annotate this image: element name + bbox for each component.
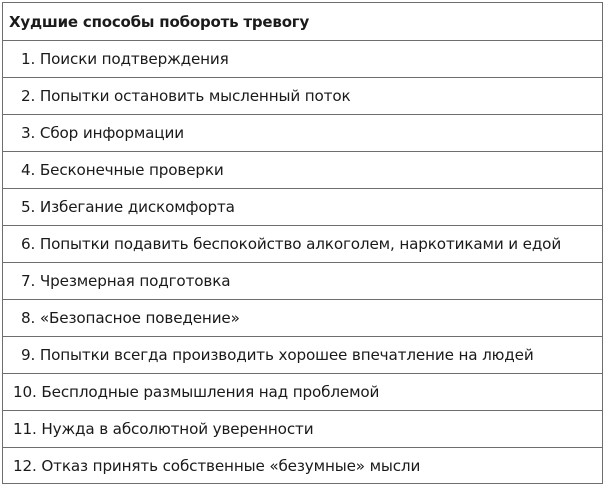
table-row: 4. Бесконечные проверки [3, 151, 602, 188]
table-row: 11. Нужда в абсолютной уверенности [3, 410, 602, 447]
table-row: 6. Попытки подавить беспокойство алкоголем, наркотиками и едой [3, 225, 602, 262]
table-row: 1. Поиски подтверждения [3, 40, 602, 77]
table-row: 2. Попытки остановить мысленный поток [3, 77, 602, 114]
table-row: 10. Бесплодные размышления над проблемой [3, 373, 602, 410]
table-row: 7. Чрезмерная подготовка [3, 262, 602, 299]
table-title: Худшие способы побороть тревогу [3, 2, 602, 40]
table-row: 3. Сбор информации [3, 114, 602, 151]
table-row: 12. Отказ принять собственные «безумные» мысли [3, 447, 602, 484]
anxiety-methods-table [2, 2, 603, 484]
table-row: 9. Попытки всегда производить хорошее впечатление на людей [3, 336, 602, 373]
table-row: 5. Избегание дискомфорта [3, 188, 602, 225]
table-row: 8. «Безопасное поведение» [3, 299, 602, 336]
